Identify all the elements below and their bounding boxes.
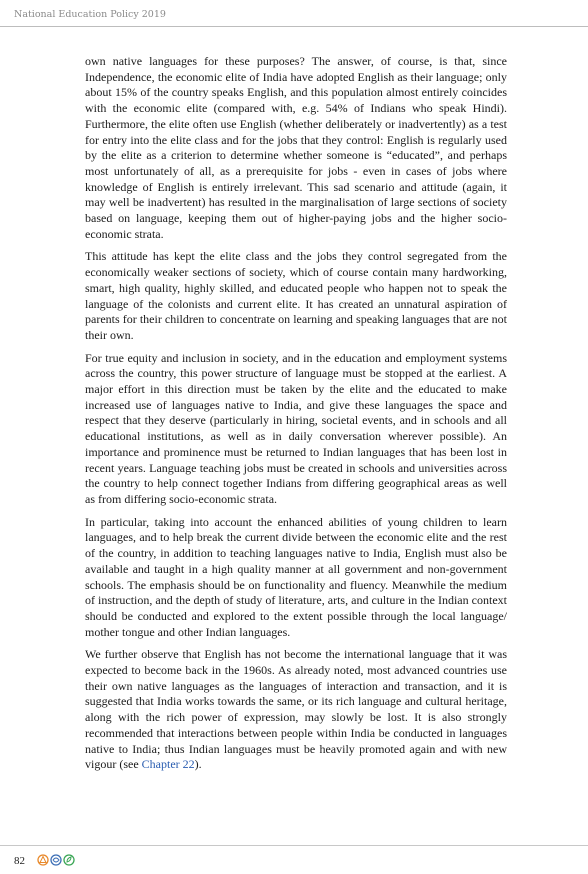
paragraph: For true equity and inclusion in society, and in the education and employment systems across the country, this power structure of language must be stopped at the earliest. A major effort in this direction must be taken by the elite and the educated to make increased use of languages native to India, and give these languages the space and respect that they deserve (particularly in hiring, societal events, and in schools and all educational institutions, as well as in daily conversation wherever possible). An importance and prominence must be returned to Indian languages that has been lost in recent years. Language teaching jobs must be created in schools and universities across the country to help connect together Indians from differing geographical areas as well as from differing socio-economic strata. [85, 350, 507, 506]
footer-divider [0, 845, 588, 846]
running-header: National Education Policy 2019 [14, 9, 166, 20]
paragraph-text: We further observe that English has not become the international language that it was expected to become back in the 1960s. As already noted, most advanced countries use their own native languages as the languages of interaction and transaction, and it is suggested that India works towards the same, or its rich language and cultural heritage, along with the rich power of expression, may slowly be lost. It is also strongly recommended that interactions between people within India be conducted in languages native to India; thus Indian languages must be heavily promoted again and with new vigour (see [85, 647, 507, 772]
header-divider [0, 26, 588, 27]
footer-logos [37, 854, 75, 868]
paragraph: own native languages for these purposes? The answer, of course, is that, since Independence, the economic elite of India have adopted English as their language; only about 15% of the country speaks English, and this population almost entirely coincides with the economic elite (compared with, e.g. 54% of Indians who speak Hindi). Furthermore, the elite often use English (whether deliberately or inadvertently) as a test for entry into the elite class and for the jobs that they control: English is regularly used by the elite as a criterion to determine whether someone is “educated”, and perhaps most unfortunately of all, as a prerequisite for jobs - even in cases of jobs where knowledge of English is entirely irrelevant. This sad scenario and attitude (again, it may well be inadvertent) has resulted in the marginalisation of large sections of society based on language, keeping them out of higher-paying jobs and the higher socio-economic strata. [85, 54, 507, 241]
paragraph-tail: ). [194, 757, 202, 772]
page-number: 82 [14, 855, 25, 867]
orange-emblem-icon [37, 854, 49, 866]
paragraph: This attitude has kept the elite class and the jobs they control segregated from the economically weaker sections of society, which of course contain many hardworking, smart, high quality, highly skilled, and educated people who happen not to speak the language of the colonists and current elite. It has created an unnatural aspiration of parents for their children to concentrate on learning and speaking languages that are not their own. [85, 249, 507, 342]
paragraph-last [85, 647, 507, 773]
page-body [85, 54, 507, 780]
green-emblem-icon [63, 854, 75, 866]
blue-emblem-icon [50, 854, 62, 866]
chapter-link[interactable]: Chapter 22 [141, 757, 195, 772]
paragraph: In particular, taking into account the enhanced abilities of young children to learn languages, and to help break the current divide between the economic elite and the rest of the country, in addition to teaching languages native to India, English must also be available and taught in a high quality manner at all government and non-government schools. The emphasis should be on functionality and fluency. Meanwhile the medium of instruction, and the depth of study of literature, arts, and culture in the Indian context should be conducted and explored to the extent possible through the local language/ mother tongue and other Indian languages. [85, 514, 507, 639]
